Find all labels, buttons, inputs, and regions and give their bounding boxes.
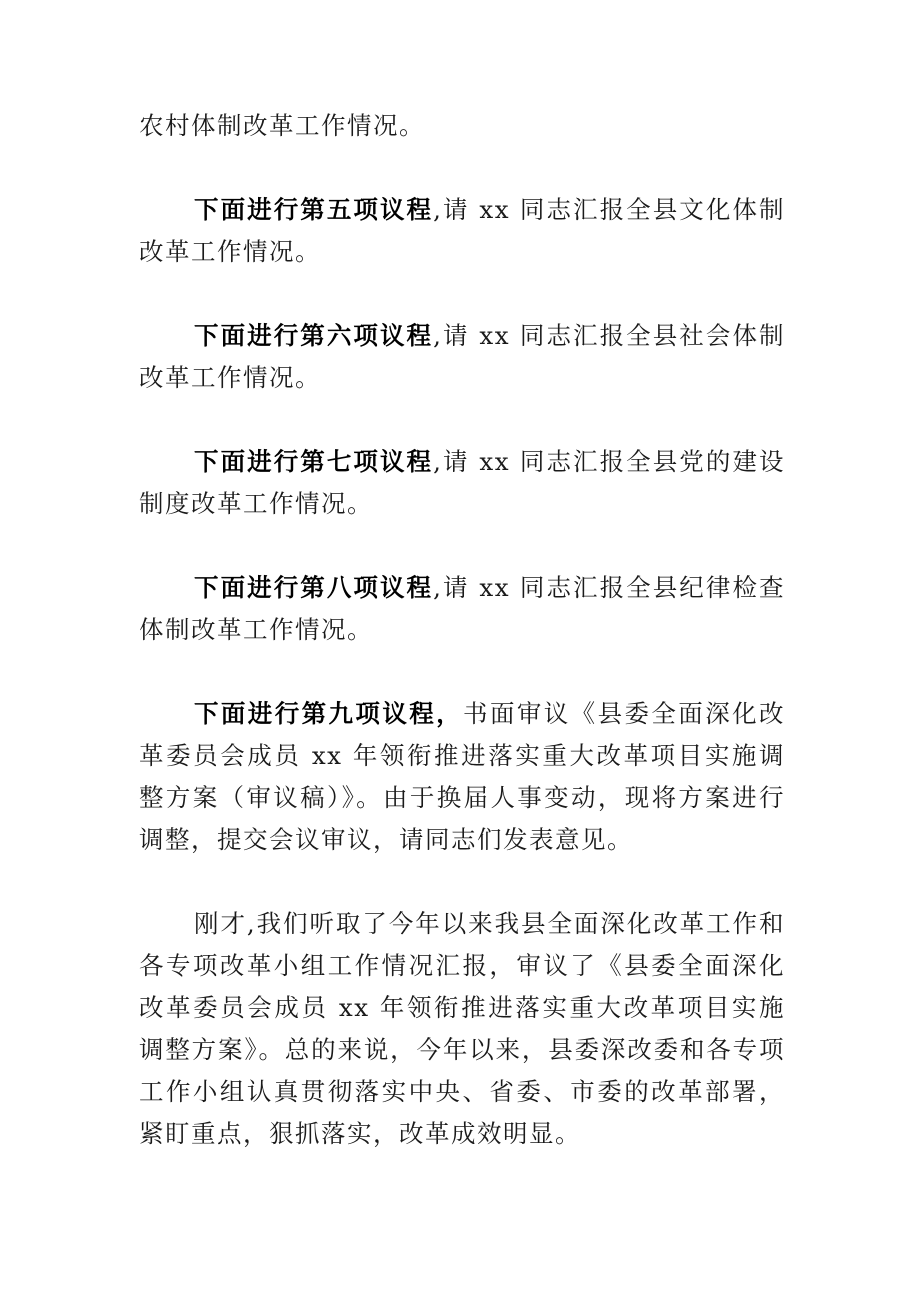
paragraph-text: 农村体制改革工作情况。	[139, 111, 425, 140]
paragraph-agenda-9	[139, 693, 785, 861]
paragraph-agenda-5	[139, 189, 785, 273]
paragraph-summary	[139, 903, 785, 1155]
agenda-heading: 下面进行第五项议程	[194, 195, 434, 224]
agenda-text: ,请 xx 同志汇报全县文化体制改革工作情况。	[139, 195, 786, 266]
agenda-heading: 下面进行第八项议程	[194, 573, 434, 602]
paragraph-agenda-7	[139, 441, 785, 525]
agenda-text: ,请 xx 同志汇报全县社会体制改革工作情况。	[139, 321, 786, 392]
agenda-heading: 下面进行第六项议程	[194, 321, 434, 350]
agenda-text: 书面审议《县委全面深化改革委员会成员 xx 年领衔推进落实重大改革项目实施调整方案（审议稿）》。由于换届人事变动，现将方案进行调整，提交会议审议，请同志们发表意见。	[139, 699, 785, 854]
paragraph-text: 刚才,我们听取了今年以来我县全面深化改革工作和各专项改革小组工作情况汇报，审议了《县委全面深化改革委员会成员 xx 年领衔推进落实重大改革项目实施调整方案》。总的来说，今年以来，县委深改委和各专项工作小组认真贯彻落实中央、省委、市委的改革部署，紧盯重点，狠抓落实，改革成效明显。	[139, 909, 785, 1148]
agenda-heading: 下面进行第九项议程，	[194, 699, 464, 728]
agenda-text: ,请 xx 同志汇报全县纪律检查体制改革工作情况。	[139, 573, 786, 644]
paragraph-agenda-6	[139, 315, 785, 399]
paragraph-continuation	[139, 105, 785, 147]
paragraph-agenda-8	[139, 567, 785, 651]
agenda-heading: 下面进行第七项议程	[194, 447, 434, 476]
agenda-text: ,请 xx 同志汇报全县党的建设制度改革工作情况。	[139, 447, 786, 518]
